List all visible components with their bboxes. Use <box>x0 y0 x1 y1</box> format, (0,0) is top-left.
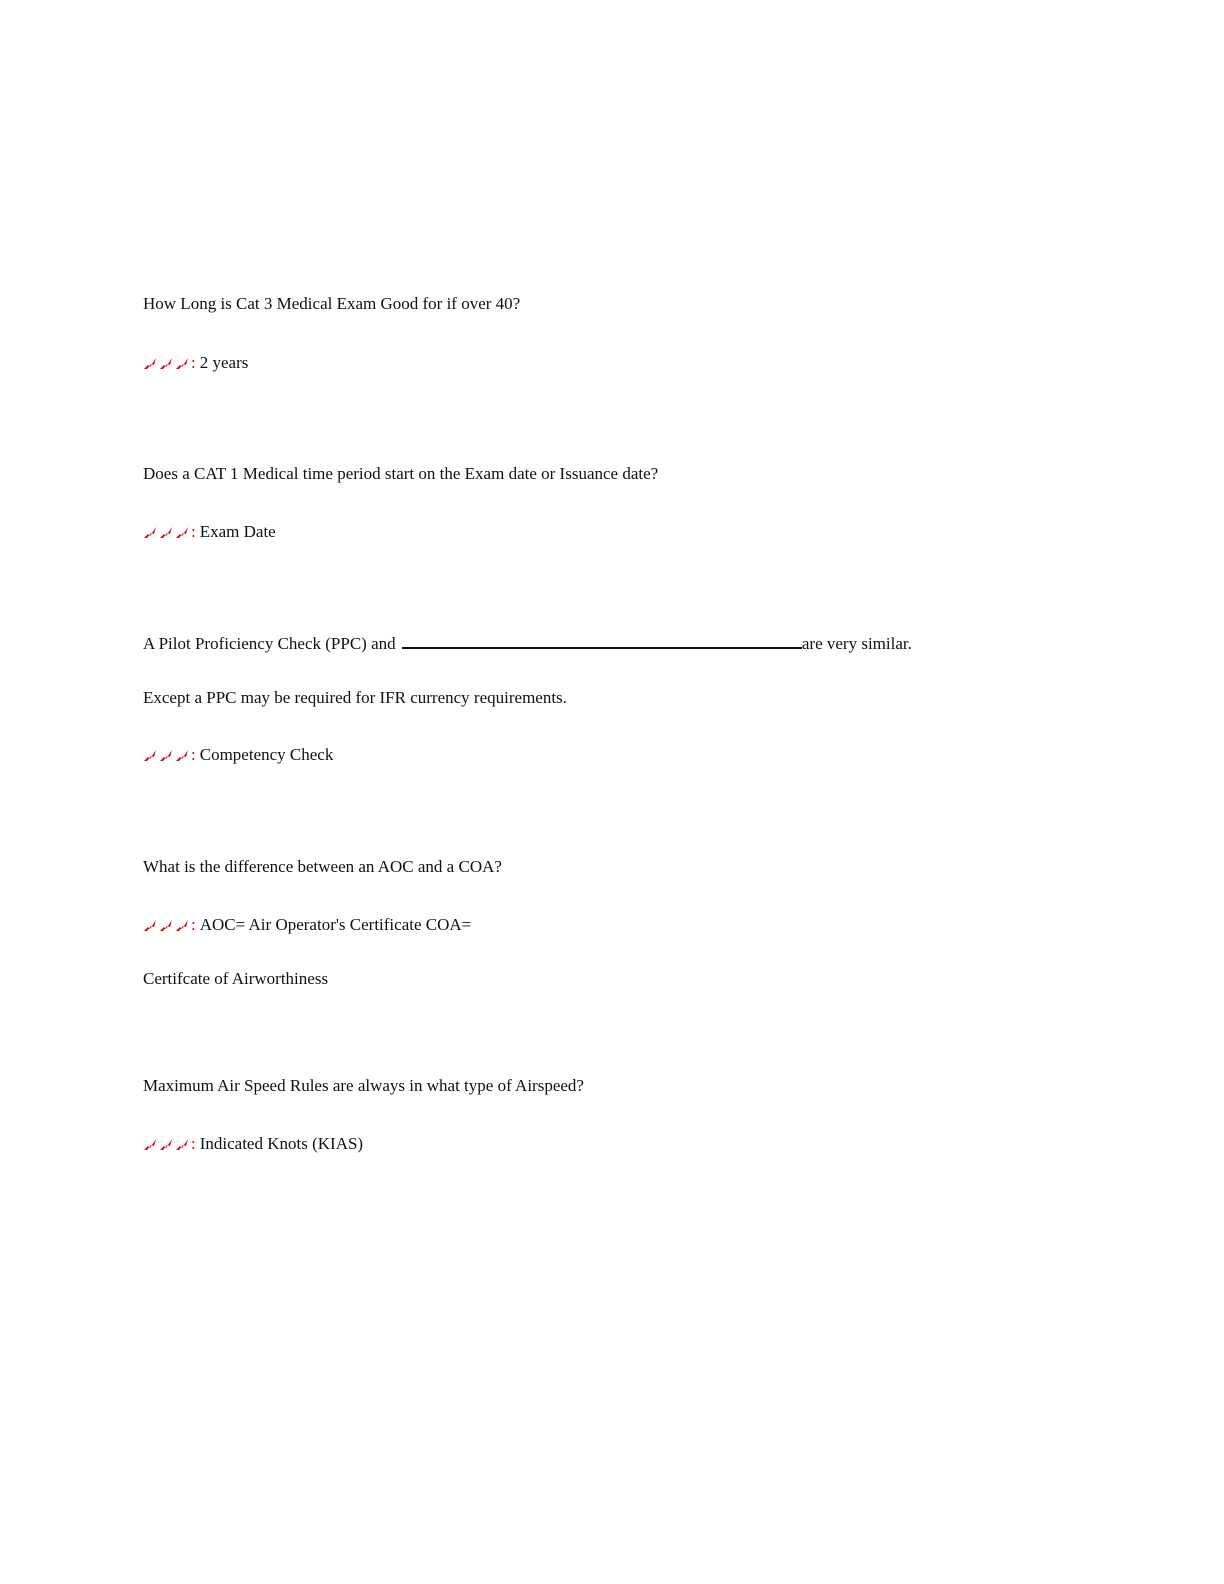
answer-marker <box>143 356 189 370</box>
answer-colon: : <box>191 915 196 934</box>
red-check-arrow-icon <box>143 356 157 370</box>
answer-3: Competency Check <box>199 745 334 764</box>
red-check-arrow-icon <box>159 356 173 370</box>
red-check-arrow-icon <box>159 1137 173 1151</box>
question-5: Maximum Air Speed Rules are always in what type of Airspeed? <box>143 1076 584 1095</box>
question-4: What is the difference between an AOC and a COA? <box>143 857 502 876</box>
answer-3-row <box>143 744 333 766</box>
red-check-arrow-icon <box>143 748 157 762</box>
red-check-arrow-icon <box>175 1137 189 1151</box>
answer-2-row <box>143 521 276 543</box>
answer-colon: : <box>191 1134 196 1153</box>
answer-2: Exam Date <box>199 522 276 541</box>
question-3-after-blank: are very similar. <box>801 634 912 653</box>
red-check-arrow-icon <box>175 918 189 932</box>
question-3 <box>143 633 912 655</box>
red-check-arrow-icon <box>143 918 157 932</box>
answer-4: AOC= Air Operator's Certificate COA= <box>199 915 472 934</box>
answer-4-line2: Certifcate of Airworthiness <box>143 969 329 988</box>
answer-colon: : <box>191 353 196 372</box>
question-1: How Long is Cat 3 Medical Exam Good for if over 40? <box>143 294 521 313</box>
red-check-arrow-icon <box>159 918 173 932</box>
question-3-line2: Except a PPC may be required for IFR currency requirements. <box>143 688 567 707</box>
answer-5: Indicated Knots (KIAS) <box>199 1134 364 1153</box>
red-check-arrow-icon <box>175 525 189 539</box>
answer-4-row <box>143 914 471 936</box>
answer-marker <box>143 525 189 539</box>
answer-colon: : <box>191 745 196 764</box>
answer-5-row <box>143 1133 363 1155</box>
red-check-arrow-icon <box>159 748 173 762</box>
red-check-arrow-icon <box>175 356 189 370</box>
answer-1-row <box>143 352 248 374</box>
fill-in-blank <box>402 633 802 649</box>
answer-colon: : <box>191 522 196 541</box>
question-2: Does a CAT 1 Medical time period start on the Exam date or Issuance date? <box>143 464 659 483</box>
red-check-arrow-icon <box>143 525 157 539</box>
red-check-arrow-icon <box>175 748 189 762</box>
answer-marker <box>143 1137 189 1151</box>
red-check-arrow-icon <box>159 525 173 539</box>
question-3-before-blank: A Pilot Proficiency Check (PPC) and <box>143 634 396 653</box>
answer-1: 2 years <box>199 353 249 372</box>
answer-marker <box>143 918 189 932</box>
answer-marker <box>143 748 189 762</box>
red-check-arrow-icon <box>143 1137 157 1151</box>
